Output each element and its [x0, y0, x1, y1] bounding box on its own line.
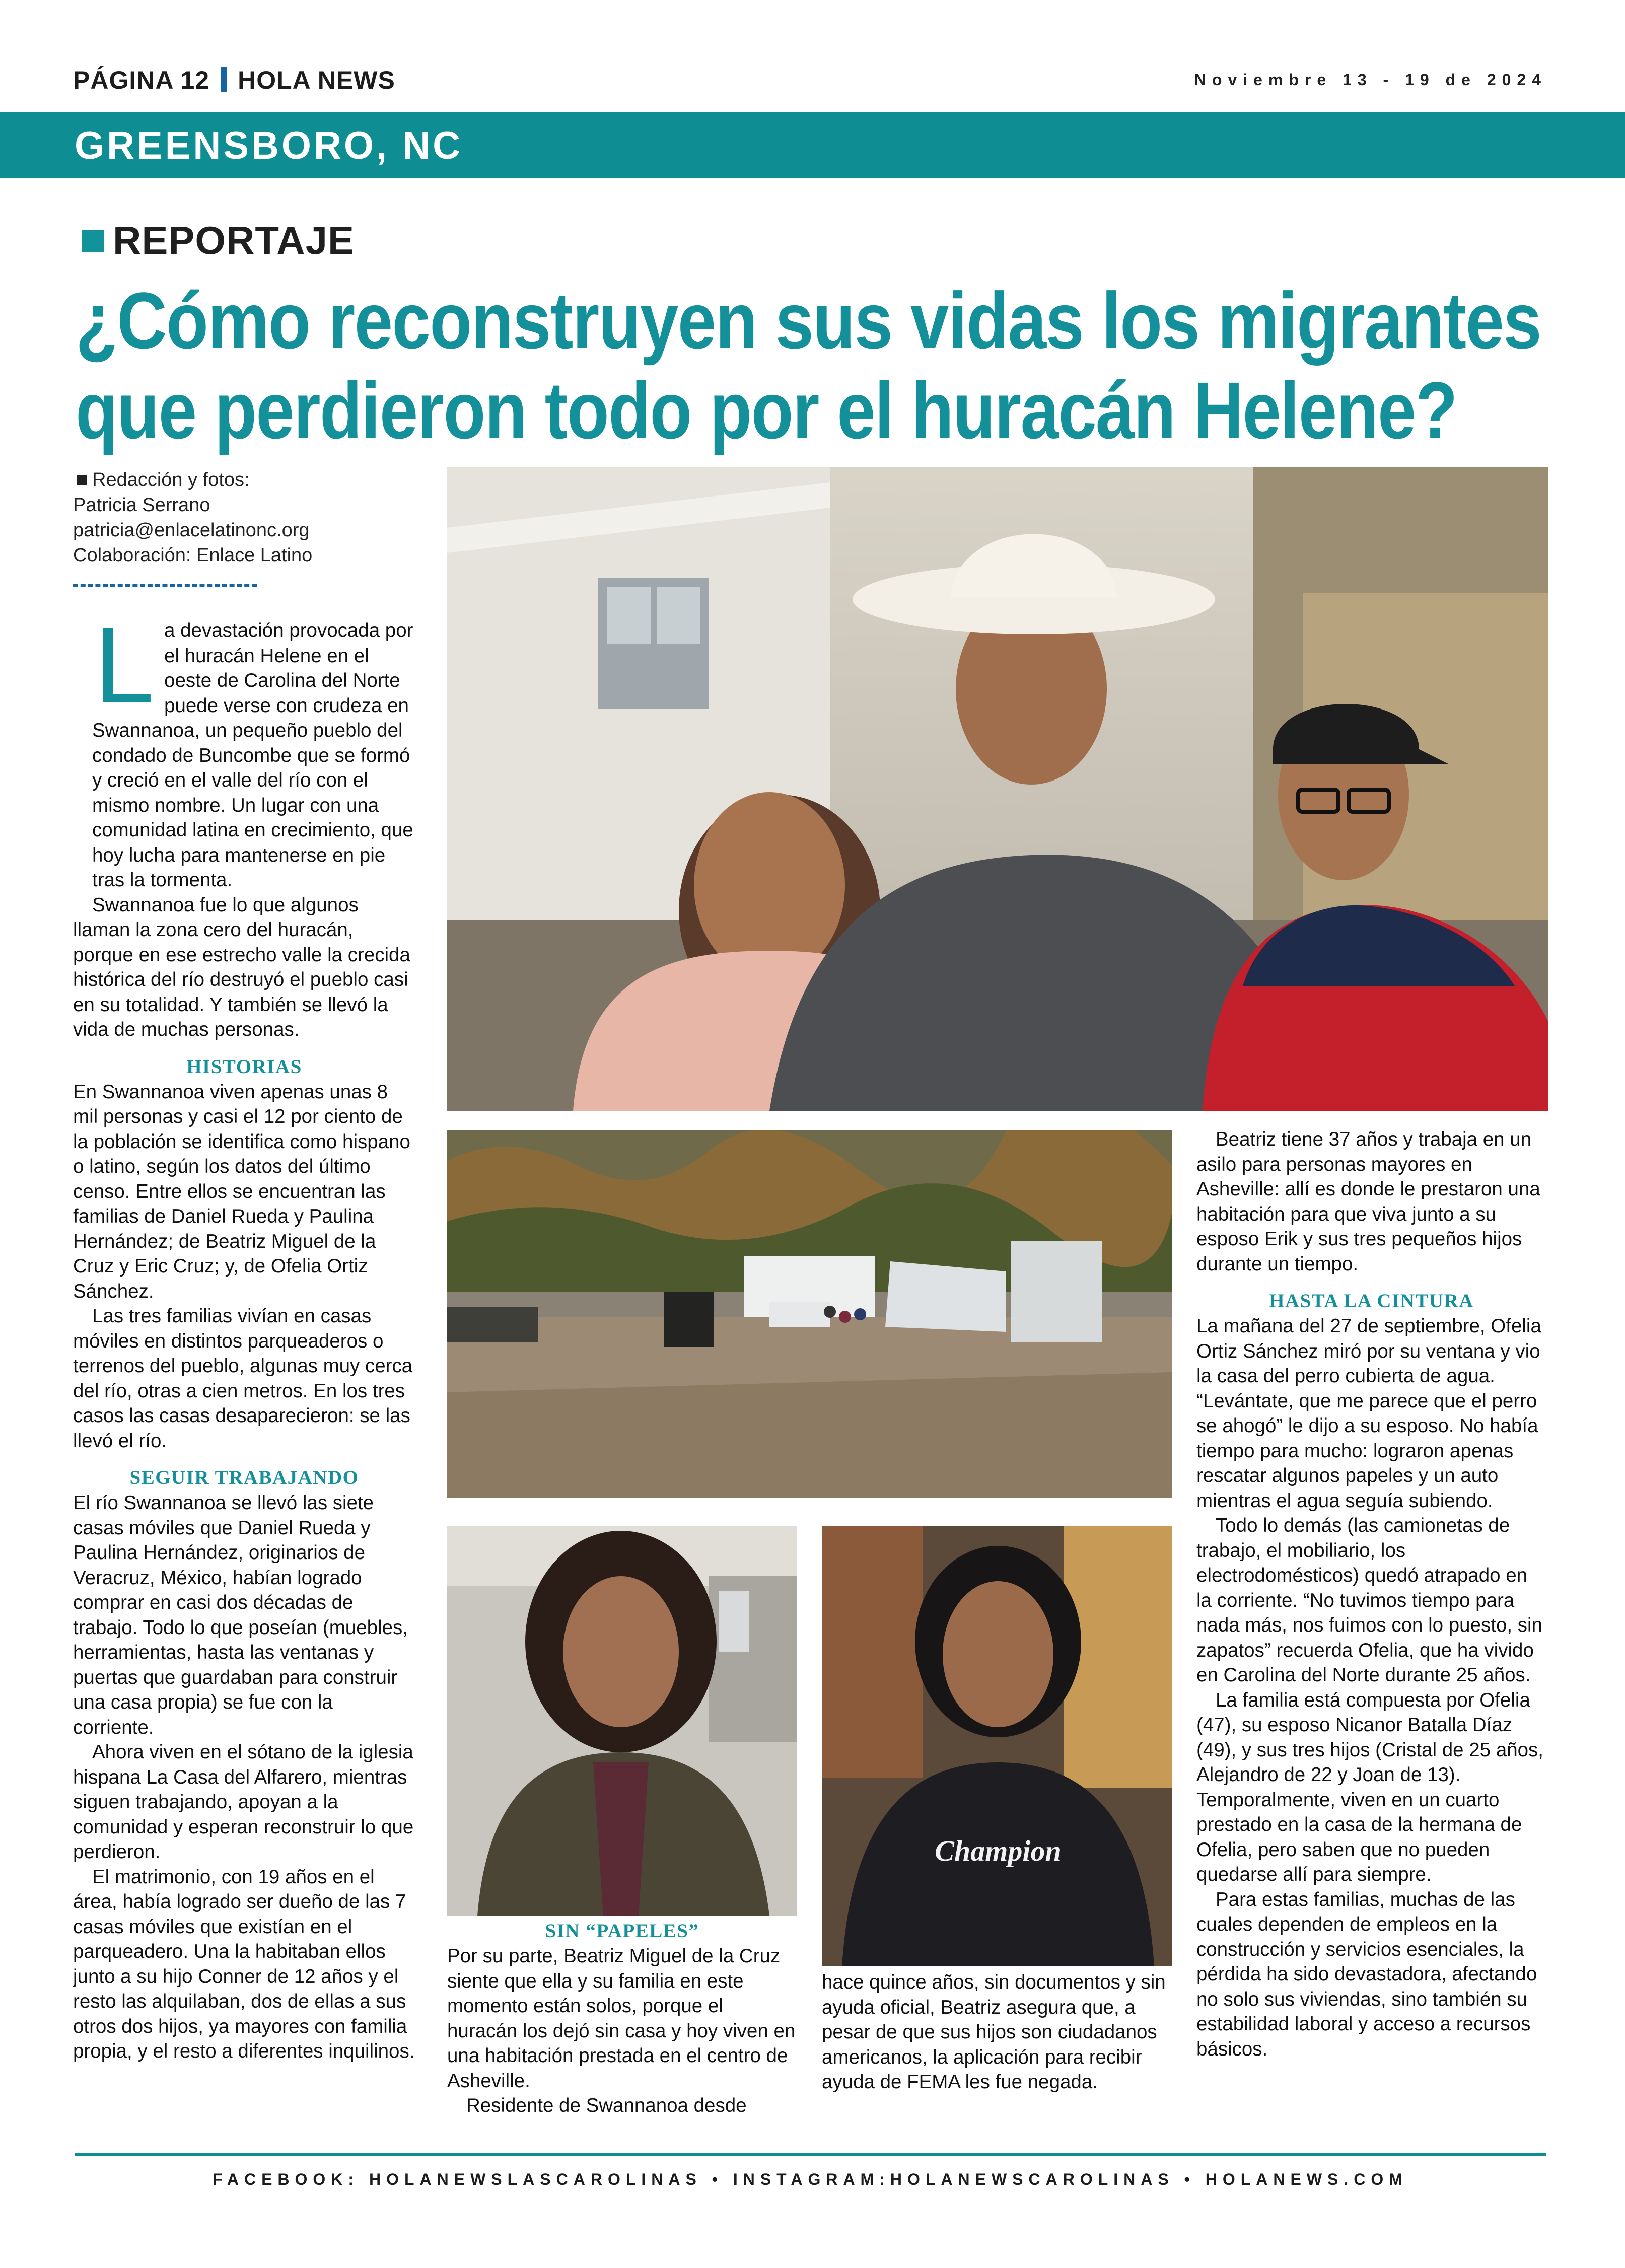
page-label: PÁGINA 12 [73, 66, 210, 94]
separator-bar [221, 67, 227, 92]
section-city: GREENSBORO, NC [75, 124, 463, 167]
headline-line-1: ¿Cómo reconstruyen sus vidas los migrantes [76, 275, 1541, 366]
paragraph: Para estas familias, muchas de las cuales dependen de empleos en la construcción y servicios esenciales, la pérdida ha sido devastadora, afectando no solo sus viviendas, sino también su estabilidad laboral y acceso a recursos básicos. [1196, 1888, 1537, 2060]
article-column-4 [1196, 1127, 1546, 2062]
issue-date: Noviembre 13 - 19 de 2024 [1194, 70, 1547, 89]
paragraph: Residente de Swannanoa desde [466, 2095, 747, 2116]
byline-divider [73, 584, 257, 587]
paragraph: El matrimonio, con 19 años en el área, había logrado ser dueño de las 7 casas móviles que existían en el parqueadero. Una la habitaban ellos junto a su hijo Conner de 12 años y el resto las alquilaban, dos de ellas a sus otros dos hijos, ya mayores con familia propia, y el resto a diferentes inquilinos. [73, 1866, 415, 2062]
byline [73, 467, 395, 568]
kicker-label: REPORTAJE [113, 218, 355, 262]
paragraph: hace quince años, sin documentos y sin ayuda oficial, Beatriz asegura que, a pesar de que sus hijos son ciudadanos americanos, la aplicación para recibir ayuda de FEMA les fue negada. [822, 1971, 1166, 2093]
paragraph: Por su parte, Beatriz Miguel de la Cruz siente que ella y su familia en este momento están solos, porque el huracán los dejó sin casa y hoy viven en una habitación prestada en el centro de Asheville. [447, 1945, 796, 2092]
paragraph: La mañana del 27 de septiembre, Ofelia Ortiz Sánchez miró por su ventana y vio la casa del perro cubierta de agua. “Levántate, que me parece que el perro se ahogó” le dijo a su esposo. No había tiempo para mucho: lograron apenas rescatar algunos papeles y un auto mientras el agua seguía subiendo. [1196, 1315, 1541, 1512]
paragraph: Ahora viven en el sótano de la iglesia hispana La Casa del Alfarero, mientras siguen trabajando, apoyan a la comunidad y esperan reconstruir lo que perdieron. [73, 1741, 414, 1863]
publication-name: HOLA NEWS [238, 66, 395, 94]
paragraph: Las tres familias vivían en casas móviles en distintos parqueaderos o terrenos del pueblo, algunas muy cerca del río, otras a cien metros. En los tres casos las casas desaparecieron: se las llevó el río. [73, 1305, 413, 1452]
kicker-square-icon [82, 230, 104, 252]
article-column-1 [73, 605, 415, 2064]
article-headline [76, 275, 1541, 455]
article-column-3 [822, 1970, 1172, 2095]
paragraph: La familia está compuesta por Ofelia (47), su esposo Nicanor Batalla Díaz (49), y sus tres hijos (Cristal de 25 años, Alejandro de 22 y Joan de 13). Temporalmente, viven en un cuarto prestado en la casa de la hermana de Ofelia, pero saben que no pueden quedarse allí para siempre. [1196, 1689, 1543, 1885]
article-kicker [82, 218, 355, 263]
family-portrait-photo [447, 467, 1548, 1111]
footer-rule [75, 2153, 1546, 2156]
byline-email[interactable]: patricia@enlacelatinonc.org [73, 520, 310, 541]
shirt-logo-text: Champion [935, 1834, 1062, 1867]
mobile-homes-photo [447, 1130, 1172, 1498]
paragraph: El río Swannanoa se llevó las siete casas móviles que Daniel Rueda y Paulina Hernández, originarios de Veracruz, México, habían logrado comprar en casi dos décadas de trabajo. Todo lo que poseían (muebles, herramientas, hasta las ventanas y puertas que guardaban para construir una casa propia) se fue con la corriente. [73, 1492, 408, 1738]
paragraph: En Swannanoa viven apenas unas 8 mil personas y casi el 12 por ciento de la población se identifica como hispano o latino, según los datos del último censo. Entre ellos se encuentran las familias de Daniel Rueda y Paulina Hernández; de Beatriz Miguel de la Cruz y Eric Cruz; y, de Ofelia Ortiz Sánchez. [73, 1081, 410, 1302]
portrait-photo-woman-hoodie [822, 1526, 1172, 1966]
subheading-historias: HISTORIAS [186, 1055, 302, 1078]
byline-collaboration: Colaboración: Enlace Latino [73, 545, 313, 566]
paragraph: Beatriz tiene 37 años y trabaja en un asilo para personas mayores en Asheville: allí es donde le prestaron una habitación para que viva junto a su esposo Erik y sus tres pequeños hijos durante un tiempo. [1196, 1128, 1540, 1275]
subheading-seguir-trabajando: SEGUIR TRABAJANDO [129, 1467, 359, 1489]
headline-line-2: que perdieron todo por el huracán Helene? [76, 365, 1457, 455]
paragraph: Swannanoa fue lo que algunos llaman la zona cero del huracán, porque en ese estrecho valle la crecida histórica del río destruyó el pueblo casi en su totalidad. Y también se llevó la vida de muchas personas. [73, 894, 410, 1040]
subheading-sin-papeles: SIN “PAPELES” [545, 1920, 699, 1942]
footer-social-links: FACEBOOK: HOLANEWSLASCAROLINAS • INSTAGRAM:HOLANEWSCAROLINAS • HOLANEWS.COM [213, 2170, 1408, 2188]
subheading-hasta-la-cintura: HASTA LA CINTURA [1269, 1290, 1474, 1312]
article-column-2 [447, 1919, 797, 2118]
portrait-photo-woman-jacket [447, 1526, 797, 1916]
paragraph: Todo lo demás (las camionetas de trabajo, el mobiliario, los electrodomésticos) quedó atrapado en la corriente. “No tuvimos tiempo para nada más, nos fuimos con lo puesto, sin zapatos” recuerda Ofelia, que ha vivido en Carolina del Norte durante 25 años. [1196, 1515, 1542, 1686]
paragraph-intro: La devastación provocada por el huracán Helene en el oeste de Carolina del Norte puede verse con crudeza en Swannanoa, un pequeño pueblo del condado de Buncombe que se formó y creció en el valle del río con el mismo nombre. Un lugar con una comunidad latina en crecimiento, que hoy lucha para mantenerse en pie tras la tormenta. [92, 605, 413, 891]
page-number-tag [73, 65, 395, 95]
byline-author: Patricia Serrano [73, 494, 210, 516]
byline-square-icon [77, 475, 87, 485]
drop-cap: L [94, 605, 155, 726]
byline-credit: Redacción y fotos: [92, 469, 250, 490]
